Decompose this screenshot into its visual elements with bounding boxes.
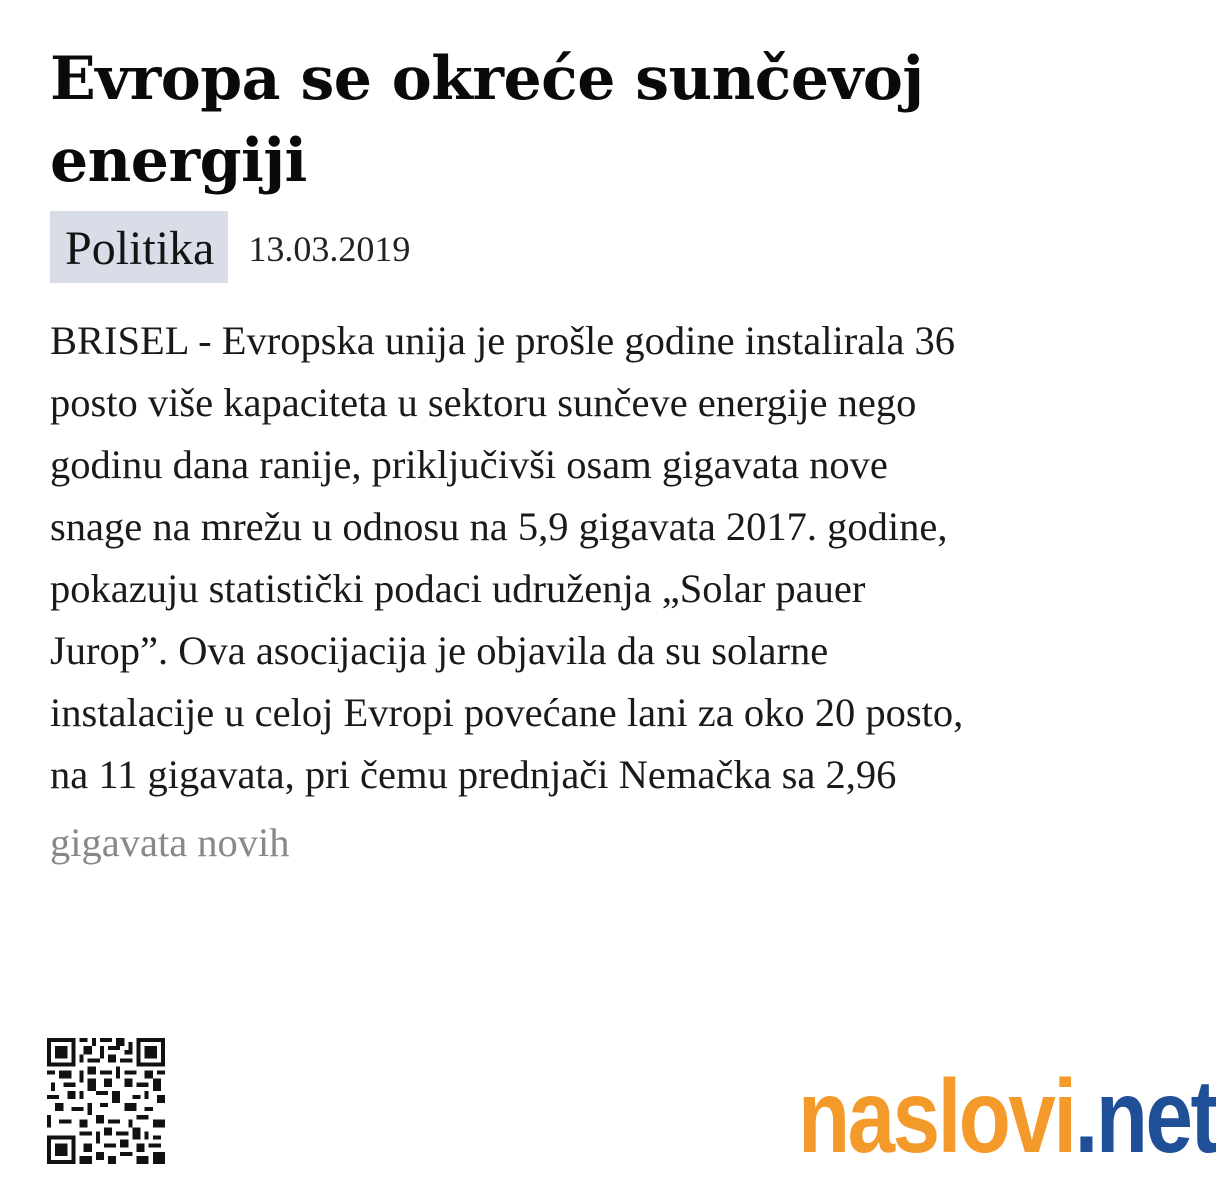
logo-text-primary: naslovi [798, 1059, 1075, 1175]
article-date: 13.03.2019 [248, 229, 411, 269]
article-meta [50, 211, 410, 283]
article-body: BRISEL - Evropska unija je prošle godine instalirala 36 posto više kapaciteta u sektoru sunčeve energije nego godinu dana ranije, priključivši osam gigavata nove snage na mrežu u odnosu na 5,9 gigavata 2017. godine, pokazuju statistički podaci udruženja „Solar pauer Jurop”. Ova asocijacija je objavila da su solarne instalacije u celoj Evropi povećane lani za oko 20 posto, na 11 gigavata, pri čemu prednjači Nemačka sa 2,96 [50, 318, 964, 797]
site-logo[interactable] [798, 1059, 1216, 1175]
category-badge[interactable]: Politika [50, 211, 228, 283]
article-body-fade: gigavata novih [50, 820, 290, 865]
article-title: Evropa se okreće sunčevoj energiji [50, 44, 924, 196]
qr-code-icon [47, 1038, 165, 1164]
logo-text-domain: .net [1074, 1059, 1216, 1175]
